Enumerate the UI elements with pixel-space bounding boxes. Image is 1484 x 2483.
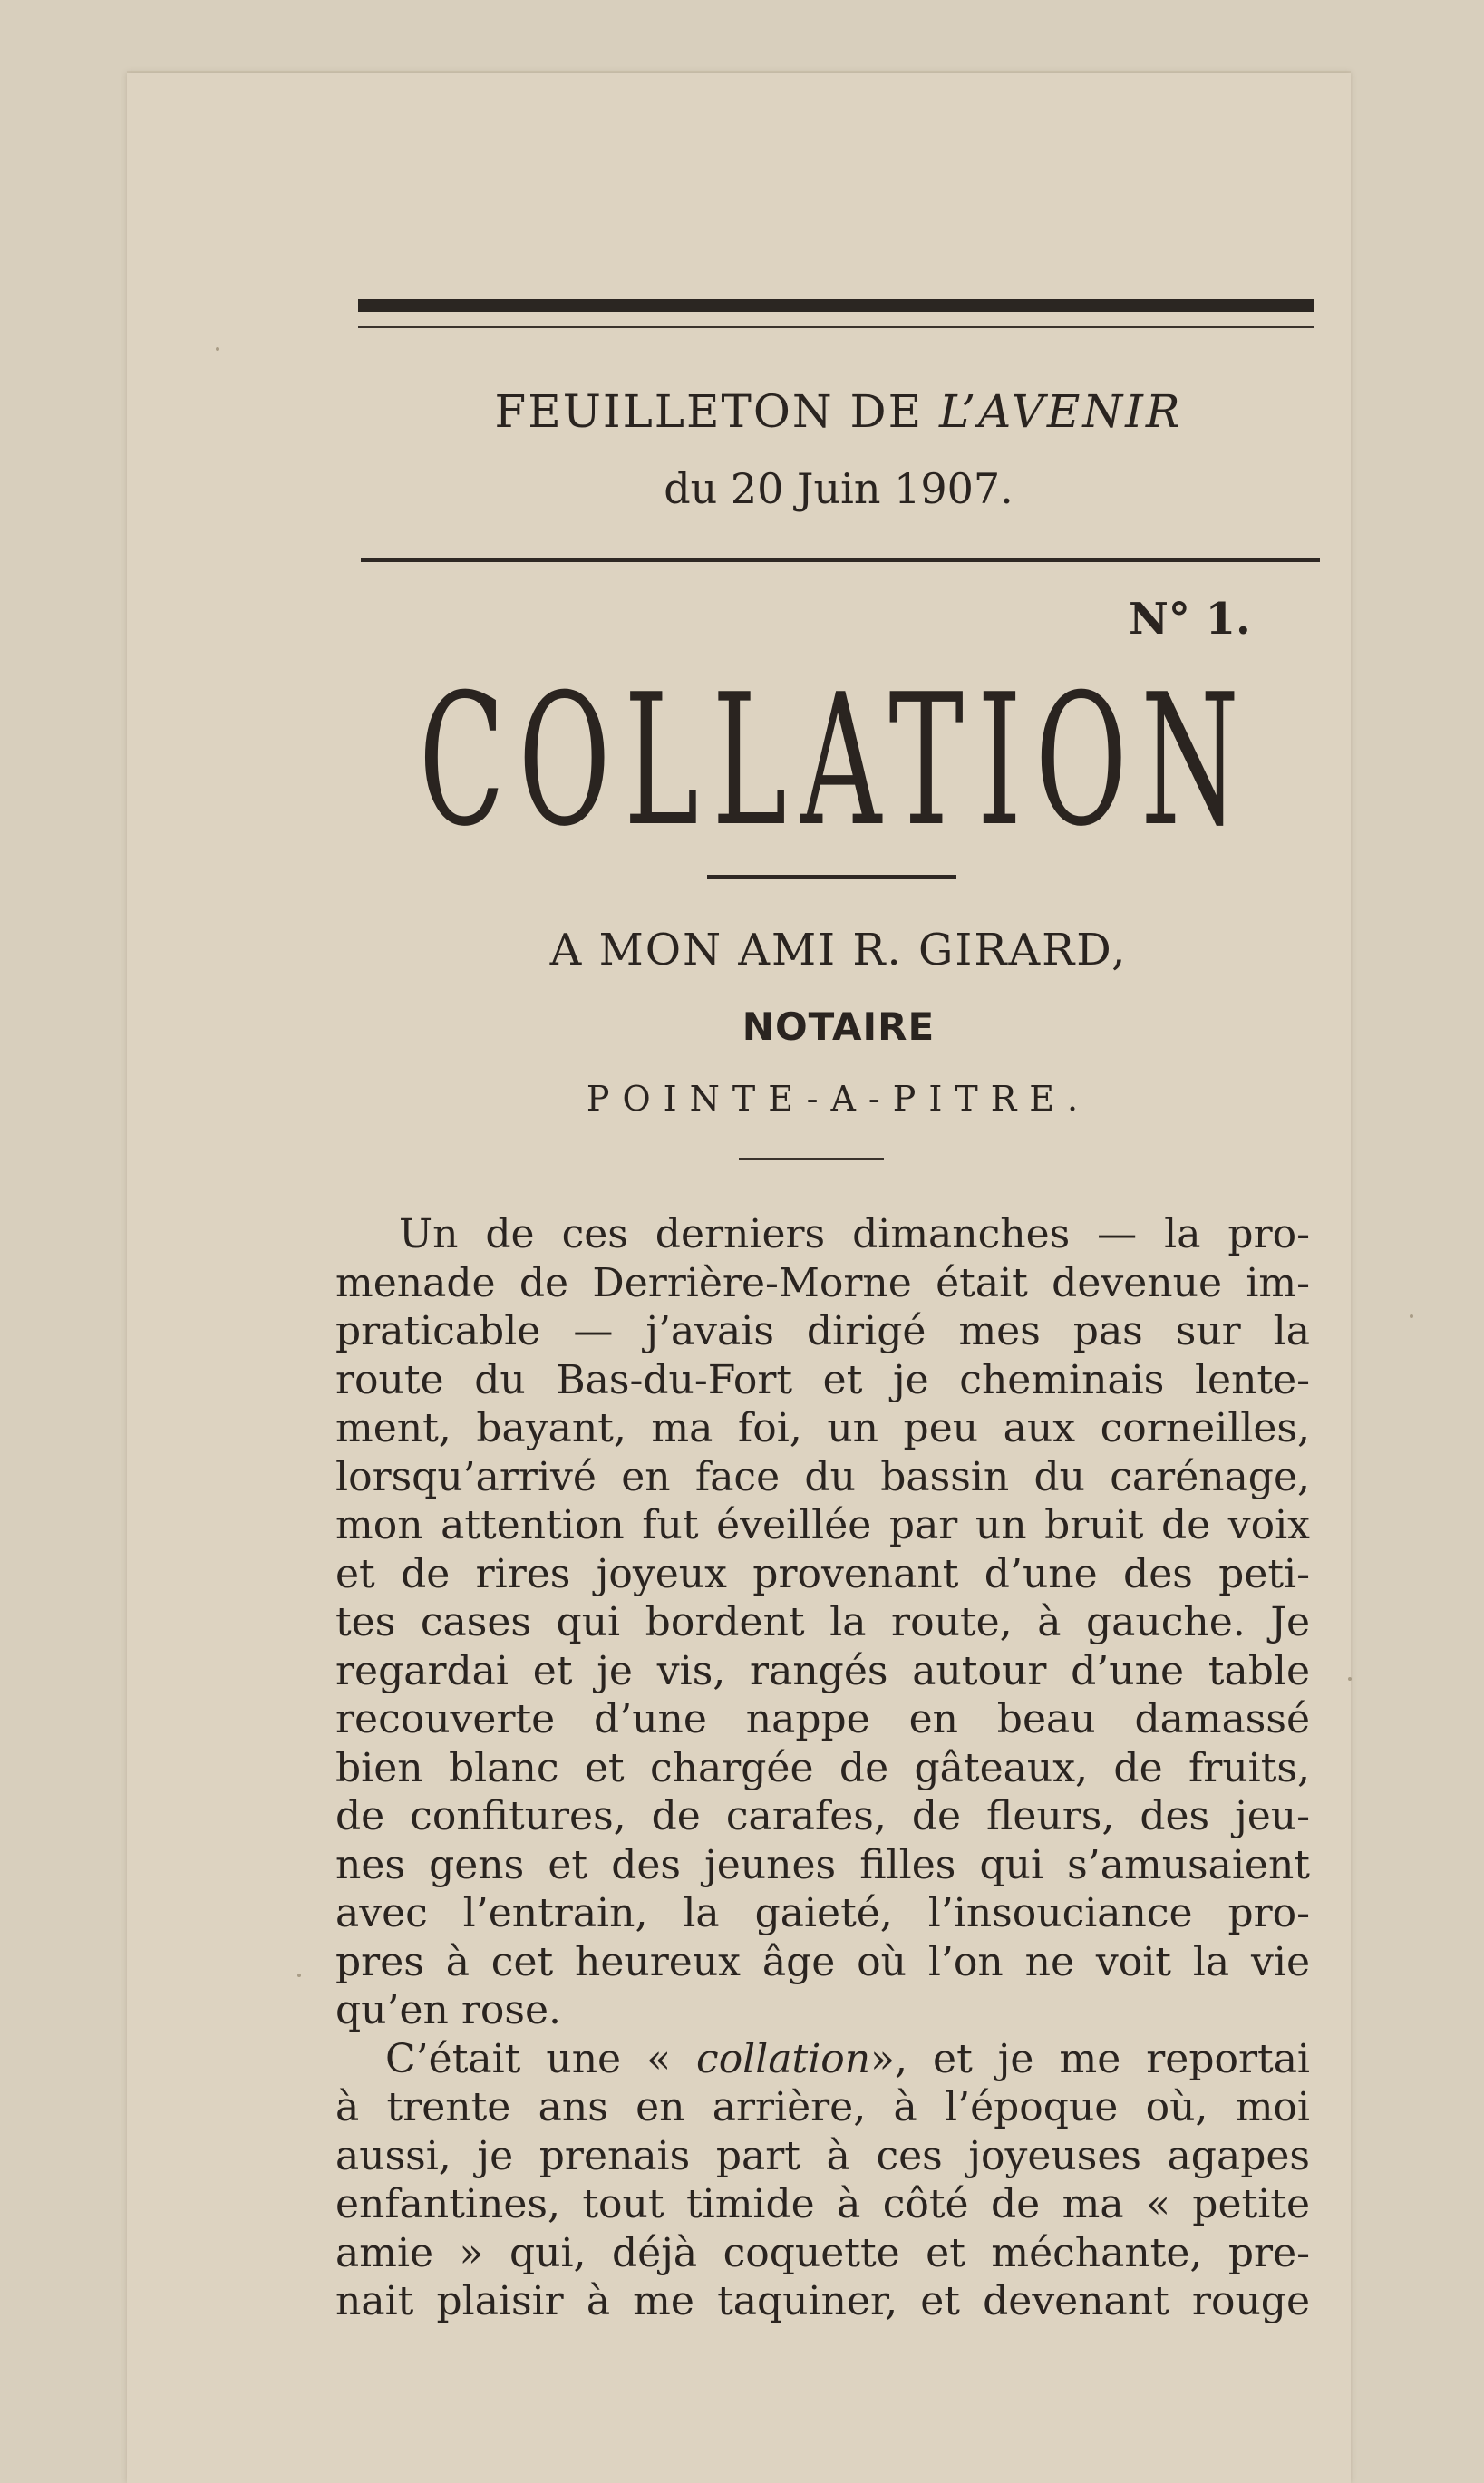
body-line: praticable — j’avais dirigé mes pas sur la xyxy=(335,1308,1310,1354)
dedication-profession: NOTAIRE xyxy=(742,1004,936,1049)
dedication: A MON AMI R. GIRARD, xyxy=(549,925,1128,975)
body-line: bien blanc et chargée de gâteaux, de fruits, xyxy=(335,1744,1310,1791)
dateline: du 20 Juin 1907. xyxy=(664,464,1014,513)
masthead-divider xyxy=(361,558,1320,562)
title-underline xyxy=(707,875,956,879)
body-line: nes gens et des jeunes filles qui s’amusaient xyxy=(335,1841,1310,1888)
masthead-prefix: FEUILLETON DE xyxy=(494,385,924,438)
body-line: aussi, je prenais part à ces joyeuses agapes xyxy=(335,2132,1310,2179)
body-line: route du Bas-du-Fort et je cheminais lente- xyxy=(335,1356,1310,1403)
body-line: à trente ans en arrière, à l’époque où, moi xyxy=(335,2084,1310,2130)
body-line: amie » qui, déjà coquette et méchante, pre- xyxy=(335,2229,1310,2276)
body-line: regardai et je vis, rangés autour d’une table xyxy=(335,1647,1310,1694)
body-line: enfantines, tout timide à côté de ma « petite xyxy=(335,2181,1310,2227)
paper-speck xyxy=(1348,1677,1352,1681)
quote-close-text: », et je me reportai xyxy=(870,2035,1310,2082)
quote-open-text: C’était une « xyxy=(385,2035,672,2082)
header-rule-thick xyxy=(358,299,1314,312)
paper-name: L’AVENIR xyxy=(938,385,1183,438)
body-line: avec l’entrain, la gaieté, l’insouciance pro- xyxy=(335,1890,1310,1936)
body-line: tes cases qui bordent la route, à gauche. Je xyxy=(335,1599,1310,1645)
body-line: qu’en rose. xyxy=(335,1987,561,2033)
body-line: de confitures, de carafes, de fleurs, des jeu- xyxy=(335,1793,1310,1839)
collation-term: collation xyxy=(696,2035,871,2082)
section-divider xyxy=(739,1158,884,1160)
article-body xyxy=(335,1210,1310,2326)
body-line: mon attention fut éveillée par un bruit de voix xyxy=(335,1502,1310,1548)
body-line: et de rires joyeux provenant d’une des peti- xyxy=(335,1550,1310,1597)
paper-speck xyxy=(1410,1314,1413,1318)
masthead xyxy=(358,385,1319,438)
dedication-place: POINTE-A-PITRE. xyxy=(586,1079,1091,1119)
body-line: menade de Derrière-Morne était devenue im- xyxy=(335,1259,1310,1306)
header-rule-thin xyxy=(358,326,1314,328)
body-line xyxy=(335,2035,1310,2084)
body-line: ment, bayant, ma foi, un peu aux corneilles, xyxy=(335,1405,1310,1451)
installment-number: N° 1. xyxy=(1129,594,1251,645)
body-line: recouverte d’une nappe en beau damassé xyxy=(335,1696,1310,1742)
paper-speck xyxy=(216,347,219,351)
page-title: COLLATION xyxy=(419,655,1253,867)
body-line: pres à cet heureux âge où l’on ne voit la vie xyxy=(335,1938,1310,1985)
body-line: nait plaisir à me taquiner, et devenant rouge xyxy=(335,2278,1310,2324)
body-line: lorsqu’arrivé en face du bassin du carénage, xyxy=(335,1453,1310,1500)
body-line: Un de ces derniers dimanches — la pro- xyxy=(399,1211,1310,1257)
paper-speck xyxy=(297,1974,301,1977)
